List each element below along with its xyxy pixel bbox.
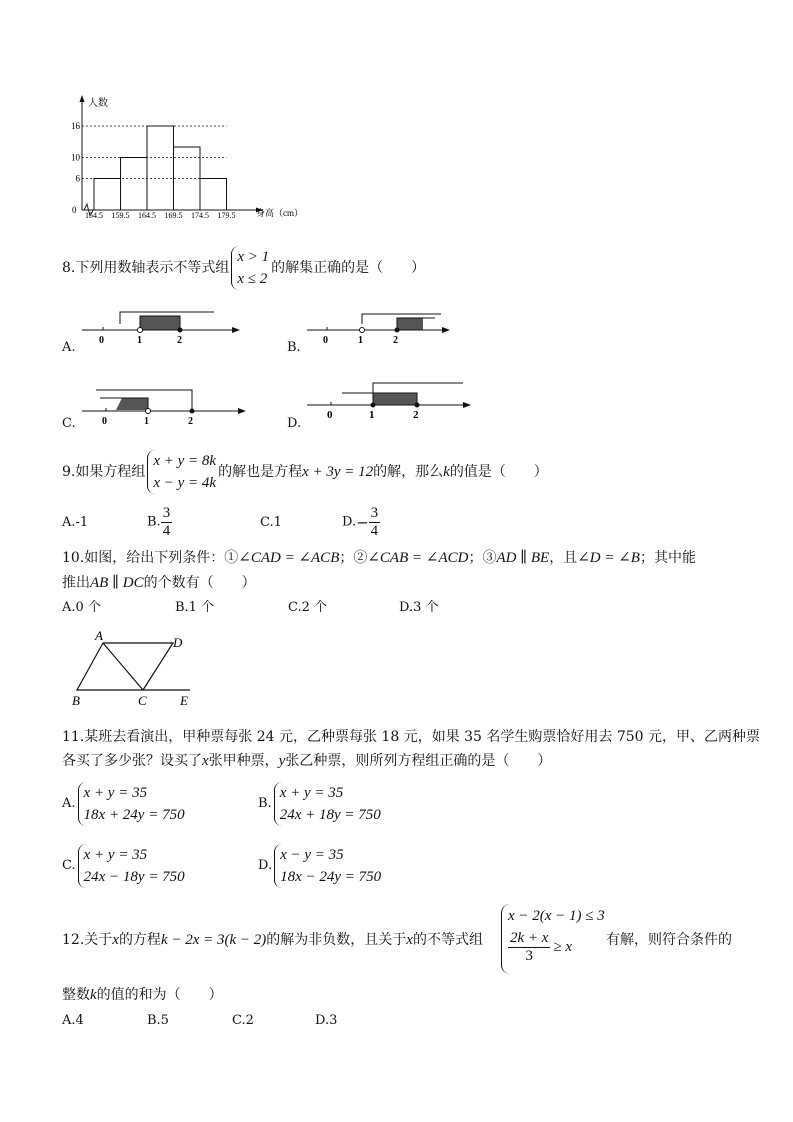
svg-text:1: 1 [137,335,142,346]
height-histogram [60,92,320,227]
q11-option-a[interactable]: A. x + y = 35 18x + 24y = 750 [62,782,187,826]
q9-option-a[interactable]: A.-1 [62,515,89,530]
q8-option-b-numberline[interactable] [305,303,475,348]
q8-stem: 8.下列用数轴表示不等式组 x > 1 x ≤ 2 的解集正确的是（ ） [62,246,425,290]
svg-text:B: B [72,693,80,708]
q10-option-d[interactable]: D.3 个 [399,600,439,615]
hist-bar [200,179,227,211]
q9-option-b[interactable]: B. $\frac{3}{4}$ [147,505,171,539]
hist-xtick-label: 179.5 [217,211,236,220]
hist-bar [147,126,174,210]
q11-option-c[interactable]: C. x + y = 35 24x − 18y = 750 [62,844,187,888]
q11-stem-line1: 11.某班去看演出，甲种票每张 24 元，乙种票每张 18 元，如果 35 名学生购票恰好用去 750 元，甲、乙两种票 [62,729,761,745]
q12-stem-line2: 整数k的值的和为（ ） [62,987,223,1003]
q9-stem: 9.如果方程组 x + y = 8k x − y = 4k 的解也是方程x + 3y = 12的解，那么k的值是（ ） [62,450,548,494]
hist-ytick-label: 16 [71,121,80,131]
q12-inequality-system: x − 2(x − 1) ≤ 3 $\frac{2k + x}{3}$ ≥ x [501,904,605,974]
svg-text:1: 1 [369,409,375,421]
svg-text:1: 1 [358,335,363,346]
svg-text:D: D [173,635,183,650]
q9-option-c[interactable]: C.1 [260,515,282,530]
q12-stem-line1-tail: 有解，则符合条件的 [606,932,732,948]
q8-option-a-letter[interactable]: A. [62,340,76,355]
q11-option-b[interactable]: B. x + y = 35 24x + 18y = 750 [258,782,383,826]
hist-xtick-label: 154.5 [85,211,103,220]
hist-xtick-label: 174.5 [191,211,209,220]
hist-bar [121,158,148,211]
svg-text:1: 1 [144,416,149,425]
q12-option-b[interactable]: B.5 [147,1013,169,1028]
q9-option-d-fraction: $\frac{3}{4}$ [370,505,379,539]
svg-text:2: 2 [393,335,398,346]
hist-ylabel: 人数 [88,98,108,109]
svg-text:0: 0 [102,416,107,425]
q8-option-c-letter[interactable]: C. [62,416,76,431]
svg-text:2: 2 [413,409,419,421]
q12-stem-line1: 12.关于x的方程k − 2x = 3(k − 2)的解为非负数，且关于x的不等式组 [62,932,483,948]
hist-xtick-label: 159.5 [111,211,130,220]
q8-option-d-letter[interactable]: D. [287,416,302,431]
hist-xtick-label: 164.5 [138,211,156,220]
q11-option-d[interactable]: D. x − y = 35 18x − 24y = 750 [258,844,383,888]
hist-ytick-label: 10 [71,152,80,163]
hist-ytick-label: 6 [75,173,80,184]
hist-origin: 0 [72,205,77,215]
q10-option-c[interactable]: C.2 个 [288,600,328,615]
q10-stem-line2: 推出AB ∥ DC的个数有（ ） [62,575,256,591]
svg-text:A: A [95,628,103,643]
svg-text:C: C [138,693,147,708]
q8-option-a-numberline[interactable] [80,303,250,348]
q10-option-a[interactable]: A.0 个 [62,600,101,615]
svg-text:E: E [180,693,188,708]
hist-xlabel: 身高（cm） [256,208,303,218]
q9-option-d[interactable]: D.− $\frac{3}{4}$ [342,505,379,539]
q12-option-a[interactable]: A.4 [62,1013,84,1028]
svg-text:0: 0 [99,335,104,346]
q10-stem-line1: 10.如图，给出下列条件：①∠CAD = ∠ACB；②∠CAB = ∠ACD；③AD ∥ BE，且∠D = ∠B；其中能 [62,550,696,566]
q10-geometry-figure [70,625,200,710]
q12-option-d[interactable]: D.3 [315,1013,338,1028]
q9-system: x + y = 8k x − y = 4k [147,450,216,494]
svg-text:2: 2 [188,416,193,425]
hist-bar [94,179,121,211]
q8-option-d-numberline[interactable] [305,376,480,422]
q12-option-c[interactable]: C.2 [232,1013,254,1028]
q8-option-b-letter[interactable]: B. [287,340,301,355]
hist-xtick-label: 169.5 [164,211,183,220]
q9-option-b-fraction: $\frac{3}{4}$ [162,505,171,539]
svg-text:2: 2 [177,335,182,346]
q8-system: x > 1 x ≤ 2 [231,246,269,290]
svg-text:0: 0 [323,335,328,346]
q8-option-c-numberline[interactable] [80,380,250,425]
q10-option-b[interactable]: B.1 个 [175,600,215,615]
svg-text:0: 0 [327,409,333,421]
q11-stem-line2: 各买了多少张？设买了x张甲种票，y张乙种票，则所列方程组正确的是（ ） [62,753,552,769]
